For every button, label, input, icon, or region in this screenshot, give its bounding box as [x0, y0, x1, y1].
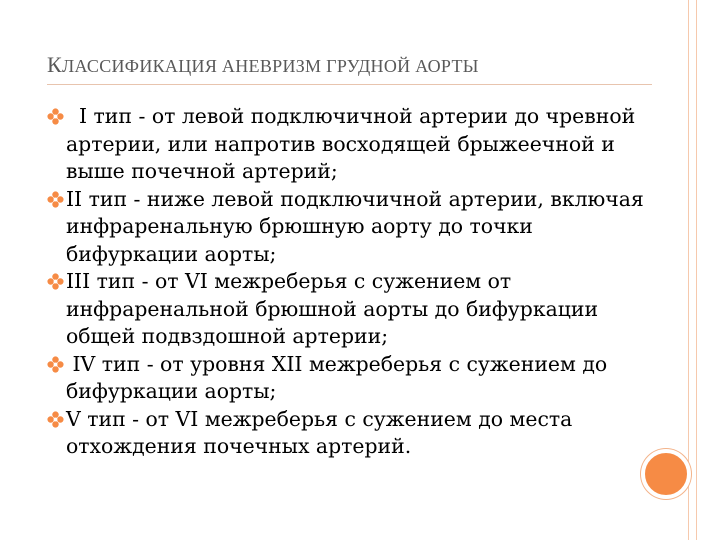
list-item-text: II тип - ниже левой подключичной артерии, включая инфраренальную брюшную аорту до точки бифуркации аорты;	[66, 186, 644, 266]
right-border-line	[688, 0, 689, 540]
list-item	[47, 351, 662, 406]
orange-circle-icon	[641, 449, 691, 499]
list-item	[47, 186, 662, 269]
list-item	[47, 406, 662, 461]
list-item-text: IV тип - от уровня XII межреберья с сужением до бифуркации аорты;	[66, 351, 614, 403]
flower-bullet-icon	[47, 191, 64, 208]
title-rest: ЛАССИФИКАЦИЯ АНЕВРИЗМ ГРУДНОЙ АОРТЫ	[61, 56, 479, 76]
list-item-text: V тип - от VI межреберья с сужением до места отхождения почечных артерий.	[66, 406, 573, 458]
right-border-line	[696, 0, 697, 540]
flower-bullet-icon	[47, 108, 64, 125]
flower-bullet-icon	[47, 273, 64, 290]
flower-bullet-icon	[47, 356, 64, 373]
bullet-list	[47, 103, 662, 461]
title-underline	[47, 84, 652, 85]
slide-title	[47, 52, 479, 78]
list-item-text: III тип - от VI межреберья с сужением от инфраренальной брюшной аорты до бифуркации общей подвздошной артерии;	[66, 269, 599, 348]
list-item	[47, 103, 662, 186]
list-item	[47, 268, 662, 351]
title-first-letter: К	[47, 52, 62, 77]
list-item-text: I тип - от левой подключичной артерии до чревной артерии, или напротив восходящей брыжеечной и выше почечной артерий;	[66, 104, 642, 183]
flower-bullet-icon	[47, 411, 64, 428]
